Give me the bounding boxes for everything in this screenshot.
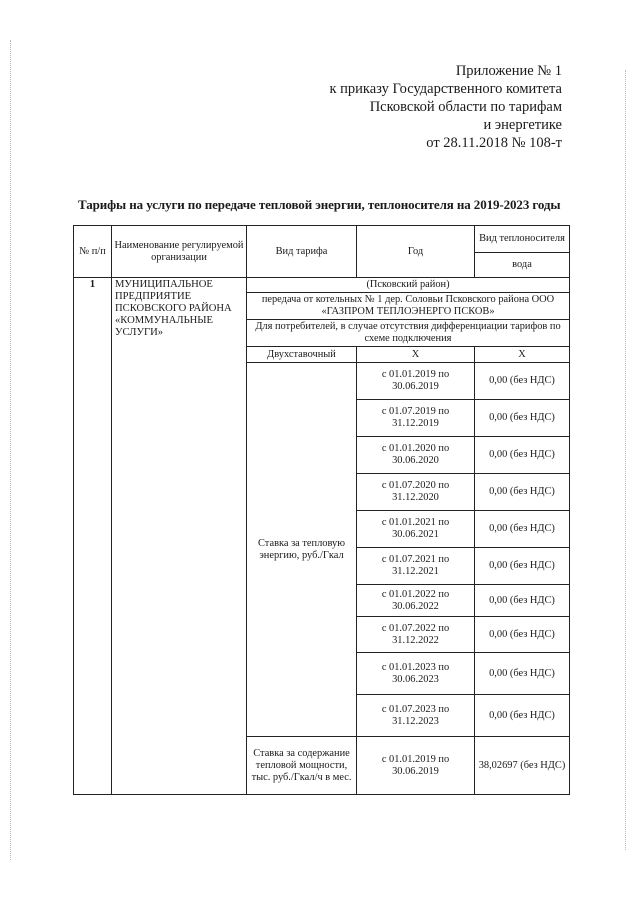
value-cell: 0,00 (без НДС) — [475, 695, 570, 737]
two-part-value: Х — [475, 347, 570, 363]
header-year: Год — [357, 226, 475, 278]
period-cell: с 01.07.2020 по 31.12.2020 — [357, 474, 475, 511]
period-cell: с 01.07.2022 по 31.12.2022 — [357, 617, 475, 653]
value-cell: 0,00 (без НДС) — [475, 617, 570, 653]
header-carrier: Вид теплоносителя — [475, 226, 570, 253]
header-tariff-type: Вид тарифа — [247, 226, 357, 278]
scan-edge-mark — [625, 70, 626, 850]
scan-edge-mark — [10, 40, 11, 860]
period-cell: с 01.01.2019 по 30.06.2019 — [357, 363, 475, 400]
org-number: 1 — [74, 278, 112, 795]
header-org: Наименование регулируемой организации — [112, 226, 247, 278]
transfer-row: передача от котельных № 1 дер. Соловьи Псковского района ООО «ГАЗПРОМ ТЕПЛОЭНЕРГО ПСКОВ» — [247, 293, 570, 320]
period-cell: с 01.07.2023 по 31.12.2023 — [357, 695, 475, 737]
consumers-row: Для потребителей, в случае отсутствия дифференциации тарифов по схеме подключения — [247, 320, 570, 347]
value-cell: 0,00 (без НДС) — [475, 548, 570, 585]
value-cell: 0,00 (без НДС) — [475, 653, 570, 695]
header-water: вода — [475, 253, 570, 278]
appendix-line: и энергетике — [483, 117, 562, 133]
period-cell: с 01.07.2019 по 31.12.2019 — [357, 400, 475, 437]
appendix-line: Псковской области по тарифам — [369, 99, 562, 115]
appendix-line: к приказу Государственного комитета — [329, 81, 562, 97]
document-title: Тарифы на услуги по передаче тепловой энергии, теплоносителя на 2019-2023 годы — [78, 197, 561, 212]
value-cell: 0,00 (без НДС) — [475, 437, 570, 474]
value-cell: 0,00 (без НДС) — [475, 585, 570, 617]
tariff-table — [73, 225, 570, 795]
value-cell: 0,00 (без НДС) — [475, 511, 570, 548]
period-cell: с 01.07.2021 по 31.12.2021 — [357, 548, 475, 585]
period-cell: с 01.01.2022 по 30.06.2022 — [357, 585, 475, 617]
period-cell: с 01.01.2020 по 30.06.2020 — [357, 437, 475, 474]
appendix-block — [300, 62, 562, 152]
period-cell: с 01.01.2019 по 30.06.2019 — [357, 737, 475, 795]
appendix-line: Приложение № 1 — [455, 63, 562, 79]
value-cell: 0,00 (без НДС) — [475, 474, 570, 511]
heat-rate-label: Ставка за тепловую энергию, руб./Гкал — [247, 363, 357, 737]
period-cell: с 01.01.2021 по 30.06.2021 — [357, 511, 475, 548]
two-part-year: Х — [357, 347, 475, 363]
value-cell: 0,00 (без НДС) — [475, 400, 570, 437]
header-num: № п/п — [74, 226, 112, 278]
capacity-rate-label: Ставка за содержание тепловой мощности, тыс. руб./Гкал/ч в мес. — [247, 737, 357, 795]
value-cell: 0,00 (без НДС) — [475, 363, 570, 400]
appendix-line: от 28.11.2018 № 108-т — [426, 135, 562, 151]
value-cell: 38,02697 (без НДС) — [475, 737, 570, 795]
two-part-label: Двухставочный — [247, 347, 357, 363]
period-cell: с 01.01.2023 по 30.06.2023 — [357, 653, 475, 695]
district-row: (Псковский район) — [247, 278, 570, 293]
org-name: МУНИЦИПАЛЬНОЕ ПРЕДПРИЯТИЕ ПСКОВСКОГО РАЙОНА «КОММУНАЛЬНЫЕ УСЛУГИ» — [112, 278, 247, 795]
